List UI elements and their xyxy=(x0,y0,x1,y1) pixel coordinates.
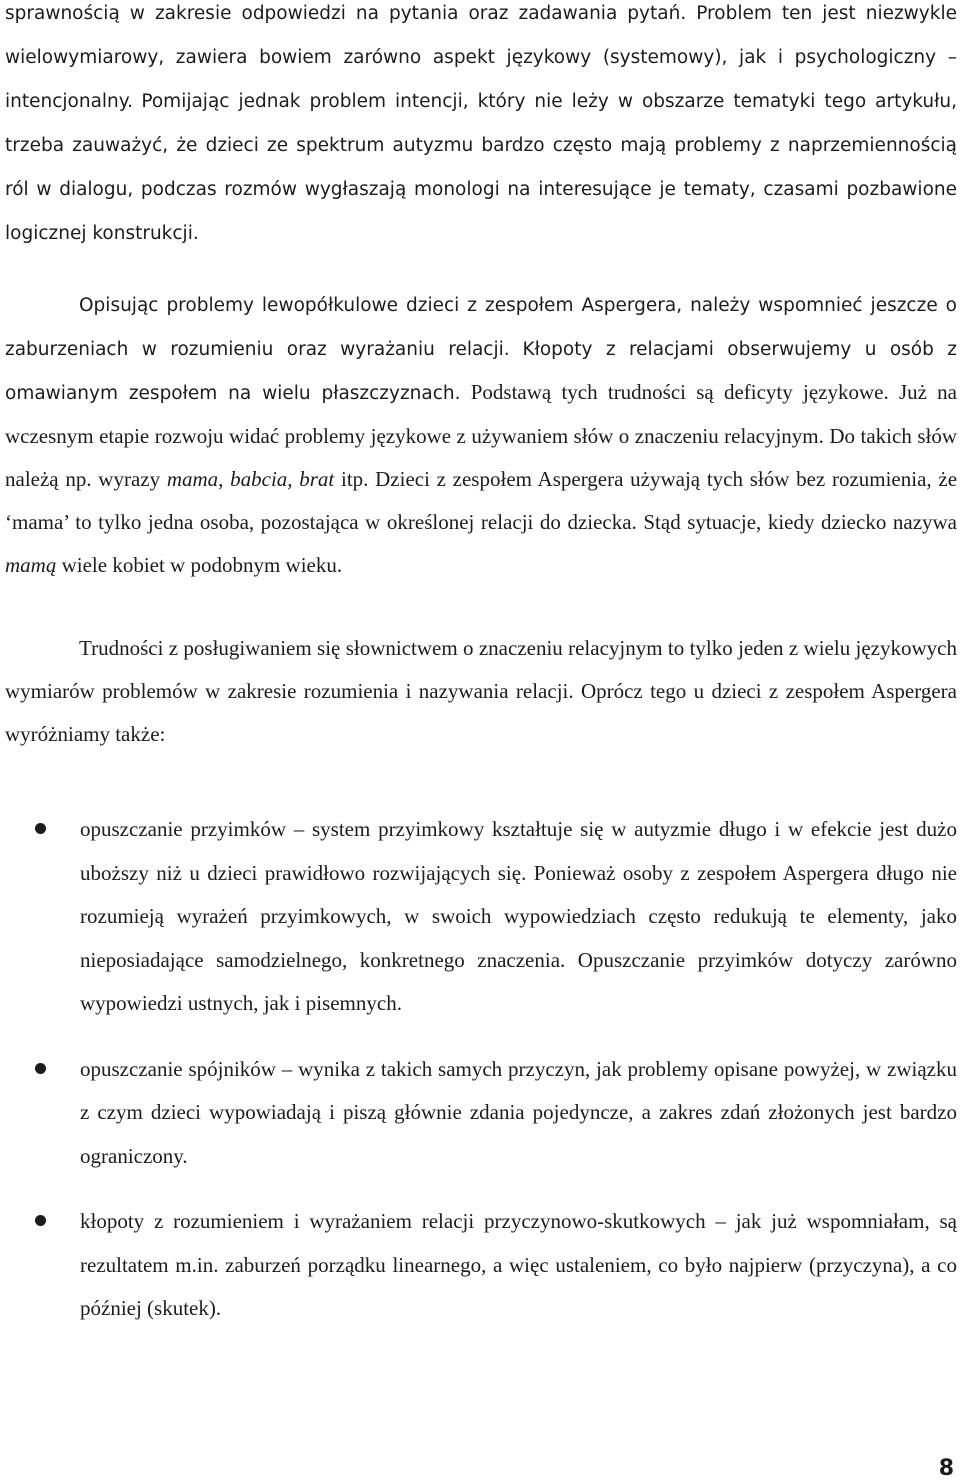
intro-text-part2: Pomijając jednak problem intencji, który nie leży w obszarze tematyki tego artykułu, trzeba zauważyć, że dzieci ze spektrum autyzmu bardzo często mają problemy z naprzemiennością ról w dialogu, podczas rozmów wygłaszają monologi na interesujące je tematy, czasami pozbawione logicznej konstrukcji. xyxy=(5,91,958,244)
para2-sentence-4: Już na wczesnym etapie rozwoju widać problemy językowe z używaniem słów o znaczeniu relacyjnym. Do takich słów należą np. wyrazy xyxy=(5,380,957,491)
list-item xyxy=(5,1048,957,1179)
para2-sentence-6: wiele kobiet w podobnym wieku. xyxy=(61,553,343,577)
para2-sentence-5: itp. Dzieci z zespołem Aspergera używają tych słów bez rozumienia, że ‘mama’ to tylko jedna osoba, pozostająca w określonej relacji do dziecka. Stąd sytuacje, kiedy dziecko nazywa xyxy=(5,467,958,534)
bullet-list xyxy=(5,808,957,1331)
intro-text-part1: sprawnością w zakresie odpowiedzi na pytania oraz zadawania pytań. Problem ten jest niezwykle wielowymiarowy, zawiera bowiem zarówno aspekt językowy (systemowy), jak i psychologiczny – intencjonalny. xyxy=(5,3,957,112)
para2-emphasis-2: mamą xyxy=(5,553,57,577)
para2-sentence-2: Kłopoty z relacjami obserwujemy u osób z omawianym zespołem na wielu płaszczyznach. xyxy=(5,339,958,404)
list-item-text: kłopoty z rozumieniem i wyrażaniem relacji przyczynowo-skutkowych – jak już wspomniałam, są rezultatem m.in. zaburzeń porządku linearnego, a więc ustaleniem, co było najpierw (przyczyna), a co później (skutek). xyxy=(80,1209,957,1320)
document-page xyxy=(5,0,957,1331)
page-number: 8 xyxy=(938,1456,954,1481)
intro-paragraph xyxy=(5,0,957,255)
list-item xyxy=(5,1200,957,1331)
paragraph-vocabulary: Trudności z posługiwaniem się słownictwem o znaczeniu relacyjnym to tylko jeden z wielu językowych wymiarów problemów w zakresie rozumienia i nazywania relacji. Oprócz tego u dzieci z zespołem Aspergera wyróżniamy także: xyxy=(5,636,957,746)
para2-emphasis-1: mama, babcia, brat xyxy=(166,467,335,491)
para2-sentence-3: Podstawą tych trudności są deficyty językowe. xyxy=(470,380,889,404)
list-item-text: opuszczanie spójników – wynika z takich samych przyczyn, jak problemy opisane powyżej, w związku z czym dzieci wypowiadają i piszą głównie zdania pojedyncze, a zakres zdań złożonych jest bardzo ograniczony. xyxy=(80,1056,957,1168)
paragraph-relations xyxy=(5,283,957,587)
bullet-icon xyxy=(35,823,46,834)
list-item-text: opuszczanie przyimków – system przyimkowy kształtuje się w autyzmie długo i w efekcie jest dużo uboższy niż u dzieci prawidłowo rozwijających się. Ponieważ osoby z zespołem Aspergera długo nie rozumieją wyrażeń przyimkowych, w swoich wypowiedziach często redukują te elementy, jako nieposiadające samodzielnego, konkretnego znaczenia. Opuszczanie przyimków dotyczy zarówno wypowiedzi ustnych, jak i pisemnych. xyxy=(80,817,957,1015)
para2-sentence-1: Opisując problemy lewopółkulowe dzieci z zespołem Aspergera, należy wspomnieć jeszcze o zaburzeniach w rozumieniu oraz wyrażaniu relacji. xyxy=(5,295,957,360)
list-item xyxy=(5,808,957,1026)
bullet-icon xyxy=(35,1215,46,1226)
bullet-icon xyxy=(35,1063,46,1074)
